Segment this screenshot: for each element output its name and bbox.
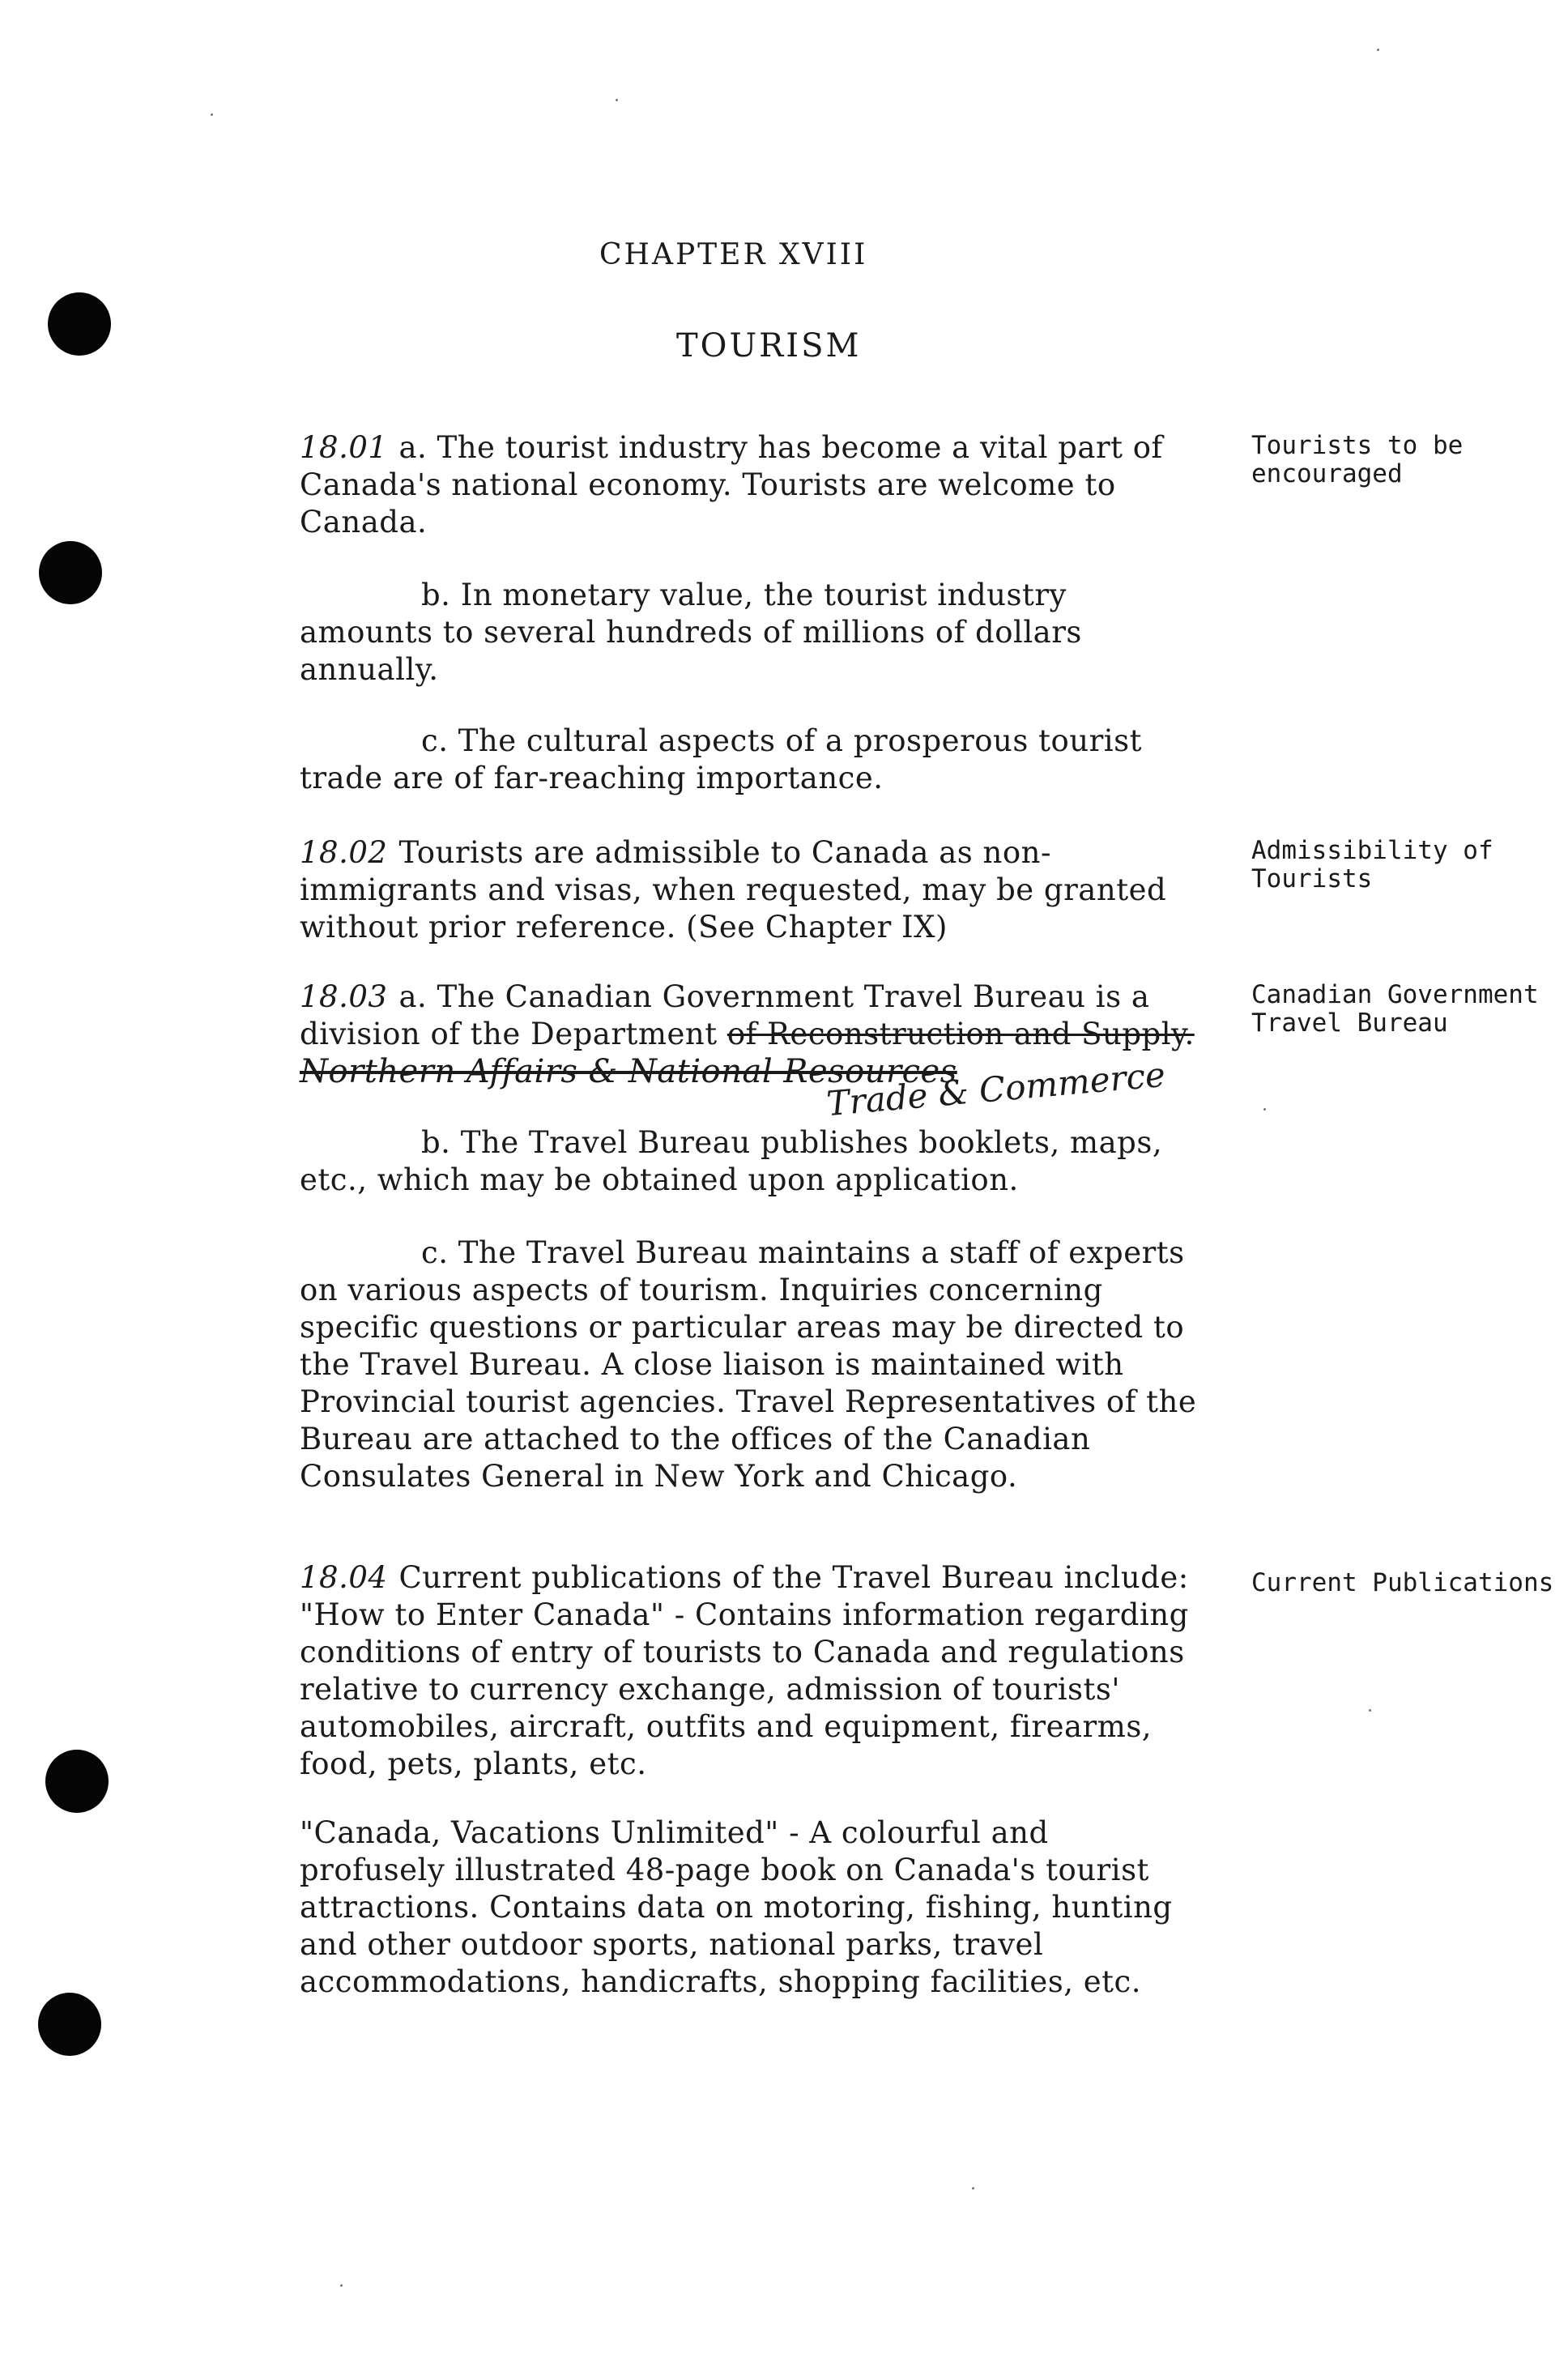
scan-speck	[1377, 49, 1379, 51]
paragraph-18-02	[300, 834, 1200, 946]
paragraph-text: Tourists are admissible to Canada as non-immigrants and visas, when requested, may be granted without prior reference. (See Chapter IX)	[300, 835, 1167, 944]
section-number: 18.03	[300, 979, 388, 1014]
paragraph-text: a. The tourist industry has become a vital part of Canada's national economy. Tourists are welcome to Canada.	[300, 430, 1163, 539]
margin-note: Canadian Government Travel Bureau	[1251, 980, 1539, 1038]
section-number: 18.04	[300, 1560, 388, 1595]
scan-speck	[340, 2284, 343, 2287]
section-number: 18.02	[300, 835, 388, 870]
paragraph-18-01-b: b. In monetary value, the tourist industry amounts to several hundreds of millions of dollars annually.	[300, 578, 1082, 687]
punch-hole	[38, 1993, 101, 2056]
paragraph-18-01-a	[300, 429, 1200, 541]
struck-text: of Reconstruction and Supply.	[726, 1017, 1195, 1051]
paragraph-18-04	[300, 1559, 1200, 1783]
scan-speck	[1369, 1709, 1371, 1712]
margin-note: Tourists to be encouraged	[1251, 431, 1464, 488]
handwritten-correction: Northern Affairs & National Resources	[300, 1053, 957, 1090]
punch-hole	[48, 292, 111, 356]
paragraph-18-03-c: c. The Travel Bureau maintains a staff of experts on various aspects of tourism. Inquiries concerning specific questions or particular areas may be directed to the Travel Bureau. A close liaison is maintained with Provincial tourist agencies. Travel Representatives of the Bureau are attached to the offices of the Canadian Consulates General in New York and Chicago.	[300, 1235, 1197, 1494]
paragraph-text: a. The Canadian Government Travel Bureau is a division of the Department	[300, 979, 1150, 1051]
page-title: TOURISM	[676, 327, 862, 365]
scan-speck	[211, 113, 213, 116]
scan-speck	[616, 99, 618, 101]
paragraph-text: Current publications of the Travel Bureau include: "How to Enter Canada" - Contains information regarding conditions of entry of tourists to Canada and regulations relative to currency exchange, admission of tourists' automobiles, aircraft, outfits and equipment, firearms, food, pets, plants, etc.	[300, 1560, 1189, 1781]
punch-hole	[39, 541, 102, 604]
handwritten-insert: Trade & Commerce	[824, 1054, 1167, 1124]
punch-hole	[45, 1750, 109, 1813]
scan-speck	[972, 2187, 974, 2190]
margin-note: Current Publications	[1251, 1568, 1554, 1597]
chapter-heading: CHAPTER XVIII	[599, 238, 868, 271]
section-number: 18.01	[300, 430, 388, 465]
scan-speck	[1263, 1108, 1266, 1111]
paragraph-18-03-b: b. The Travel Bureau publishes booklets, maps, etc., which may be obtained upon application.	[300, 1125, 1163, 1197]
paragraph-18-01-c: c. The cultural aspects of a prosperous tourist trade are of far-reaching importance.	[300, 723, 1142, 795]
paragraph-18-04-publication: "Canada, Vacations Unlimited" - A colourful and profusely illustrated 48-page book on Canada's tourist attractions. Contains data on motoring, fishing, hunting and other outdoor sports, national parks, travel accommodations, handicrafts, shopping facilities, etc.	[300, 1815, 1173, 1999]
margin-note: Admissibility of Tourists	[1251, 836, 1493, 893]
